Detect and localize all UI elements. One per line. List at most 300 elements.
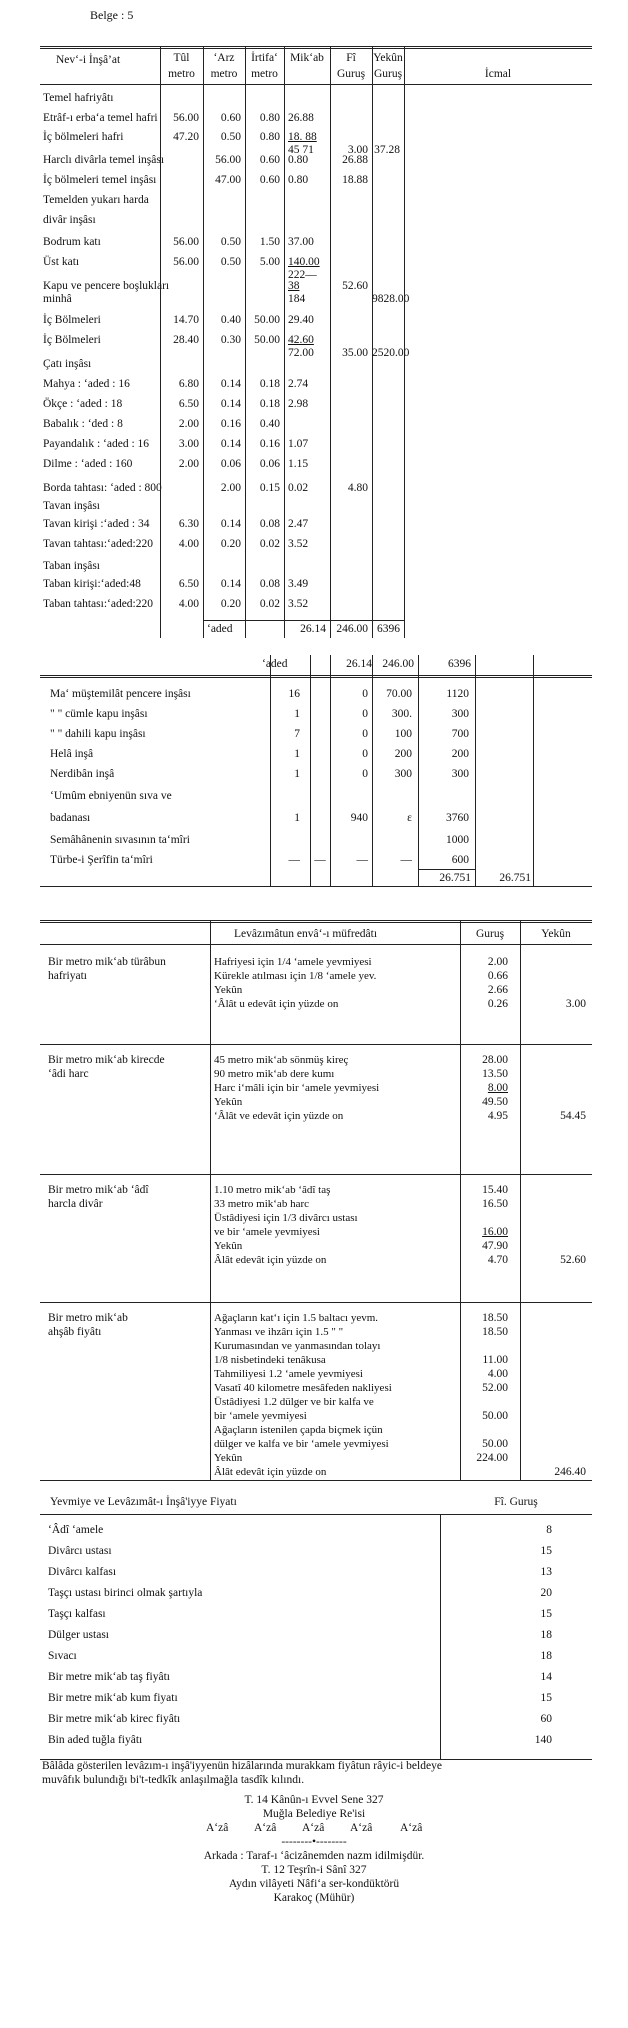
column-line [520,920,521,1480]
row-kind: Temelden yukarı harda [43,194,149,206]
mayor-title: Muğla Belediye Re'isi [262,1808,366,1820]
second-date: T. 12 Teşrîn-i Sânî 327 [261,1864,367,1876]
row-unit-price: 26.88 [342,154,368,166]
line-piaster: 224.00 [476,1452,508,1464]
row-kind: Mahya : ‘aded : 16 [43,378,130,390]
row-kind: Payandalık : ‘aded : 16 [43,438,150,450]
row-count: — [288,854,300,866]
header-unit-price-unit: Guruş [336,68,366,80]
price-value: 13 [540,1566,552,1578]
column-line [284,46,285,638]
price-item: Bin aded tuğla fiyâtı [48,1734,143,1746]
block-separator [40,1174,592,1175]
row-count: 7 [294,728,300,740]
row-description: Helâ inşâ [50,748,94,760]
row-height: 0.60 [259,154,280,166]
line-piaster: 2.00 [487,956,508,968]
row-total: 200 [451,748,469,760]
row-kind: Tavan inşâsı [43,500,101,512]
row-width: 56.00 [215,154,241,166]
price-item: Bir metre mik‘ab kum fiyatı [48,1692,178,1704]
line-description: Yekûn [214,1096,243,1108]
row-height: 0.08 [259,578,280,590]
footer-total: 6396 [377,623,400,635]
row-total: 300 [451,708,469,720]
line-description: Üstâdiyesi için 1/3 divârcı ustası [214,1212,358,1224]
price-item: Dülger ustası [48,1629,110,1641]
row-width: 0.14 [220,518,241,530]
row-width: 0.50 [220,131,241,143]
approval-text-cont: muvâfık bulundığı bi't-tedkîk anlaşılmağla tasdîk kılındı. [42,1774,305,1786]
line-description: Kürekle atılması için 1/8 ‘amele yev. [214,970,377,982]
price-item: Taşçı kalfası [48,1608,106,1620]
row-kind: Ökçe : ‘aded : 18 [43,398,123,410]
row-volume: 38 [288,280,300,292]
row-height: 0.40 [259,418,280,430]
line-piaster: 50.00 [482,1410,508,1422]
column-line [330,46,331,638]
header-summary: İcmal [484,68,512,80]
row-volume-sub: 45 71 [288,144,314,156]
line-piaster: 47.90 [482,1240,508,1252]
line-description: Hafriyesi için 1/4 ‘amele yevmiyesi [214,956,372,968]
line-piaster: 49.50 [482,1096,508,1108]
row-width: 0.14 [220,578,241,590]
row-kind: Kapu ve pencere boşlukları [43,280,170,292]
row-unit-price: 3.00 [347,144,368,156]
line-piaster: 0.66 [487,970,508,982]
row-width: 2.00 [220,482,241,494]
line-piaster: 50.00 [482,1438,508,1450]
header-piaster: Fî. Guruş [494,1496,538,1508]
line-description: Ağaçların istenilen çapda biçmek içün [214,1424,383,1436]
column-line [330,655,331,886]
line-piaster: 16.00 [482,1226,508,1238]
row-volume-sub: 184 [288,293,306,305]
row-width: 0.60 [220,112,241,124]
row-height: 0.02 [259,538,280,550]
row-kind-cont: minhâ [43,293,72,305]
line-piaster: 2.66 [487,984,508,996]
row-height: 0.06 [259,458,280,470]
column-line [475,655,476,886]
row-volume: 0.80 [288,174,309,186]
line-description: Yekûn [214,984,243,996]
table-bottom-rule [40,1480,592,1481]
row-length: 6.80 [178,378,199,390]
row-unit-price: 52.60 [342,280,368,292]
row-kind: Tavan tahtası:‘aded:220 [43,538,154,550]
price-value: 140 [534,1734,552,1746]
row-count: 1 [294,708,300,720]
row-kind: Taban kirişi:‘aded:48 [43,578,141,590]
line-piaster: 28.00 [482,1054,508,1066]
price-item: Divârcı kalfası [48,1566,117,1578]
row-description: " " cümle kapu inşâsı [50,708,148,720]
line-description: Vasatî 40 kilometre mesâfeden nakliyesi [214,1382,392,1394]
row-width: 0.30 [220,334,241,346]
row-volume: 140.00 [288,256,320,268]
line-piaster: 4.00 [487,1368,508,1380]
row-volume: 0 [362,728,368,740]
line-description: 1/8 nisbetindeki tenâkusa [214,1354,326,1366]
row-total: 37.28 [374,144,400,156]
header-bottom-rule [40,675,592,676]
row-height: 0.18 [259,398,280,410]
line-description: bir ‘amele yevmiyesi [214,1410,307,1422]
member-signature: A‘zâ [302,1822,325,1834]
row-height: 0.80 [259,131,280,143]
price-value: 15 [540,1608,552,1620]
row-height: 50.00 [254,334,280,346]
header-total: 6396 [448,658,471,670]
header-bottom-rule [40,1514,592,1515]
table-top-rule [40,48,592,49]
header-kind: Nev‘-i İnşâ’at [56,54,121,66]
block-title: ahşâb fiyâtı [48,1326,102,1338]
row-volume: 29.40 [288,314,314,326]
header-price: 246.00 [382,658,414,670]
header-volume: Mik‘ab [290,52,324,64]
footer-volume: 26.14 [300,623,326,635]
line-description: 33 metro mik‘ab harc [214,1198,309,1210]
row-width: 0.14 [220,378,241,390]
member-signature: A‘zâ [350,1822,373,1834]
separator: --------•-------- [281,1836,347,1848]
line-description: Yekûn [214,1452,243,1464]
row-length: 56.00 [173,112,199,124]
row-description: Ma‘ müştemilât pencere inşâsı [50,688,191,700]
block-separator [40,1302,592,1303]
row-length: 6.30 [178,518,199,530]
line-description: Âlât edevât için yüzde on [214,1254,327,1266]
block-title: Bir metro mik‘ab türâbun [48,956,166,968]
price-item: Bir metre mik‘ab kirec fiyâtı [48,1713,181,1725]
column-line [440,1514,441,1759]
row-total: 300 [451,768,469,780]
row-total: 1120 [446,688,469,700]
line-piaster: 15.40 [482,1184,508,1196]
row-length: 4.00 [178,598,199,610]
conductor-title: Aydın vilâyeti Nâfi‘a ser-kondüktörü [228,1878,400,1890]
row-height: 0.08 [259,518,280,530]
row-volume: 0 [362,768,368,780]
price-value: 20 [540,1587,552,1599]
member-signature: A‘zâ [254,1822,277,1834]
row-length: 2.00 [178,458,199,470]
row-volume: 0 [362,708,368,720]
price-value: 8 [546,1524,552,1536]
price-value: 15 [540,1545,552,1557]
signature-seal: Karakoç (Mühür) [273,1892,355,1904]
header-height: İrtifa‘ [251,52,278,64]
column-line [418,655,419,886]
row-unit-price: 35.00 [342,347,368,359]
header-description: Levâzımâtun envâ‘-ı müfredâtı [234,928,378,940]
row-unit-price: 4.80 [347,482,368,494]
row-kind: Harclı divârla temel inşâsı [43,154,165,166]
row-width: 0.20 [220,598,241,610]
row-width: 0.50 [220,256,241,268]
line-description: Tahmiliyesi 1.2 ‘amele yevmiyesi [214,1368,363,1380]
row-unit-price: — [400,854,412,866]
row-height: 5.00 [259,256,280,268]
row-volume: 0.80 [288,154,309,166]
block-title: harcla divâr [48,1198,103,1210]
row-volume: 3.52 [288,538,309,550]
header-volume: 26.14 [346,658,372,670]
row-volume-sub: 72.00 [288,347,314,359]
row-volume: 18. 88 [288,131,317,143]
grand-summary: 26.751 [499,872,531,884]
column-line [270,655,271,886]
row-length: 4.00 [178,538,199,550]
line-total: 246.40 [554,1466,586,1478]
footer-price: 246.00 [336,623,368,635]
line-piaster: 11.00 [482,1354,508,1366]
row-volume: 3.49 [288,578,309,590]
row-volume: 37.00 [288,236,314,248]
header-total-unit: Guruş [373,68,403,80]
row-unit-price: 18.88 [342,174,368,186]
row-height: 1.50 [259,236,280,248]
row-kind: İç bölmeleri temel inşâsı [43,174,157,186]
row-length: 56.00 [173,236,199,248]
row-kind: Taban inşâsı [43,560,101,572]
price-value: 15 [540,1692,552,1704]
column-line [372,655,373,886]
row-width: 0.40 [220,314,241,326]
line-description: Harc i‘mâli için bir ‘amele yevmiyesi [214,1082,380,1094]
row-unit-price: 200 [394,748,412,760]
header-bottom-rule [40,84,592,85]
row-description: badanası [50,812,91,824]
header-piaster: Guruş [475,928,505,940]
column-line [203,46,204,638]
row-kind: Dilme : ‘aded : 160 [43,458,133,470]
footer-count-label: ‘aded [207,623,233,635]
row-volume: 42.60 [288,334,314,346]
subtotal-rule [418,869,475,870]
row-volume: 2.98 [288,398,309,410]
row-kind: Borda tahtası: ‘aded : 800 [43,482,162,494]
row-kind: Bodrum katı [43,236,101,248]
price-value: 14 [540,1671,552,1683]
price-item: Taşçı ustası birinci olmak şartıyla [48,1587,203,1599]
row-height: 0.02 [259,598,280,610]
line-piaster: 16.50 [482,1198,508,1210]
header-total: Yekûn [373,52,403,64]
row-kind: Taban tahtası:‘aded:220 [43,598,154,610]
line-piaster: 18.50 [482,1312,508,1324]
row-volume-sub: 222— [288,269,317,281]
row-count: 16 [288,688,300,700]
row-width: 0.50 [220,236,241,248]
row-count: 1 [294,768,300,780]
line-piaster: 4.95 [487,1110,508,1122]
table-top-rule [40,922,592,923]
line-piaster: 8.00 [487,1082,508,1094]
price-value: 18 [540,1650,552,1662]
row-kind: İç bölmeleri hafri [43,131,124,143]
approval-date: T. 14 Kânûn-ı Evvel Sene 327 [244,1794,384,1806]
member-signature: A‘zâ [400,1822,423,1834]
reverse-note: Arkada : Taraf-ı ‘âcizânemden nazm idilmişdür. [203,1850,425,1862]
line-piaster: 18.50 [482,1326,508,1338]
row-kind: İç Bölmeleri [43,334,101,346]
approval-text: Bâlâda gösterilen levâzım-ı inşâ'iyyenün hizâlarında murakkam fiyâtun râyic-i beldeye [42,1760,442,1772]
row-total: 3760 [446,812,469,824]
row-kind: İç Bölmeleri [43,314,101,326]
member-signature: A‘zâ [206,1822,229,1834]
row-volume: — [356,854,368,866]
row-total: 9828.00 [372,293,410,305]
row-total: 600 [451,854,469,866]
line-piaster: 4.70 [487,1254,508,1266]
row-description: Semâhânenin sıvasının ta‘mîri [50,834,190,846]
column-line [533,655,534,886]
row-height: 0.60 [259,174,280,186]
line-description: Âlât edevât için yüzde on [214,1466,327,1478]
row-kind: Üst katı [43,256,80,268]
header-bottom-rule [40,944,592,945]
row-kind: Tavan kirişi :‘aded : 34 [43,518,150,530]
column-line [460,920,461,1480]
price-item: ‘Âdî ‘amele [48,1524,104,1536]
row-volume: 0 [362,688,368,700]
price-item: Sıvacı [48,1650,77,1662]
row-length: 56.00 [173,256,199,268]
block-separator [40,1044,592,1045]
row-length: 28.40 [173,334,199,346]
row-length: 47.20 [173,131,199,143]
line-description: dülger ve kalfa ve bir ‘amele yevmiyesi [214,1438,389,1450]
row-height: 0.15 [259,482,280,494]
header-count-label: ‘aded [262,658,288,670]
block-title: hafriyatı [48,970,87,982]
row-length: 2.00 [178,418,199,430]
row-kind: Babalık : ‘ded : 8 [43,418,123,430]
row-width: 0.14 [220,398,241,410]
line-piaster: 0.26 [487,998,508,1010]
line-description: 45 metro mik‘ab sönmüş kireç [214,1054,349,1066]
row-description: Türbe-i Şerîfin ta‘mîri [50,854,153,866]
header-width: ‘Arz [213,52,235,64]
row-width: 0.16 [220,418,241,430]
row-kind: Temel hafriyâtı [43,92,114,104]
header-total: Yekûn [541,928,571,940]
row-unit-price: 300 [394,768,412,780]
block-title: ‘âdi harc [48,1068,89,1080]
row-volume: 1.07 [288,438,309,450]
block-title: Bir metro mik‘ab [48,1312,128,1324]
line-total: 3.00 [565,998,586,1010]
row-height: 0.16 [259,438,280,450]
table-top-rule [40,46,592,47]
line-description: Yekûn [214,1240,243,1252]
line-total: 52.60 [560,1254,586,1266]
row-height: 0.80 [259,112,280,124]
block-title: Bir metro mik‘ab kirecde [48,1054,165,1066]
row-dash: — [314,854,326,866]
row-count: 1 [294,812,300,824]
header-description: Yevmiye ve Levâzımât-ı İnşâ'iyye Fiyatı [50,1496,237,1508]
row-length: 14.70 [173,314,199,326]
line-description: 90 metro mik‘ab dere kumı [214,1068,335,1080]
line-piaster: 13.50 [482,1068,508,1080]
row-total: 1000 [446,834,469,846]
row-kind: Çatı inşâsı [43,358,92,370]
column-line [404,46,405,638]
row-description: " " dahili kapu inşâsı [50,728,146,740]
price-value: 18 [540,1629,552,1641]
row-kind: Etrâf-ı erba‘a temel hafri [43,112,158,124]
header-unit-price: Fî [346,52,356,64]
line-description: Yanması ve ihzârı için 1.5 " " [214,1326,344,1338]
row-volume: 0 [362,748,368,760]
row-volume: 2.47 [288,518,309,530]
block-title: Bir metro mik‘ab ‘âdî [48,1184,149,1196]
row-width: 0.20 [220,538,241,550]
line-description: ‘Âlât u edevât için yüzde on [214,998,339,1010]
line-piaster: 52.00 [482,1382,508,1394]
line-description: Kurumasından ve yanmasından tolayı [214,1340,381,1352]
column-line [160,46,161,638]
footer-top-rule [203,620,404,621]
row-width: 0.06 [220,458,241,470]
row-height: 50.00 [254,314,280,326]
row-description: Nerdibân inşâ [50,768,115,780]
column-line [245,46,246,638]
column-line [310,655,311,886]
line-description: ‘Âlât ve edevât için yüzde on [214,1110,344,1122]
row-volume: 2.74 [288,378,309,390]
header-length: Tûl [173,52,190,64]
price-value: 60 [540,1713,552,1725]
header-width-unit: metro [210,68,238,80]
row-length: 3.00 [178,438,199,450]
header-length-unit: metro [168,68,195,80]
grand-total: 26.751 [439,872,471,884]
line-description: ve bir ‘amele yevmiyesi [214,1226,320,1238]
row-unit-price: 300. [391,708,412,720]
line-total: 54.45 [560,1110,586,1122]
row-width: 47.00 [215,174,241,186]
row-width: 0.14 [220,438,241,450]
row-volume: 0.02 [288,482,309,494]
row-height: 0.18 [259,378,280,390]
header-bottom-rule [40,677,592,678]
row-volume: 940 [350,812,368,824]
table-top-rule [40,920,592,921]
row-volume: 26.88 [288,112,314,124]
row-unit-price: 70.00 [386,688,412,700]
line-description: Ağaçların kat‘ı için 1.5 baltacı yevm. [214,1312,379,1324]
row-count: 1 [294,748,300,760]
row-description: ‘Umûm ebniyenün sıva ve [50,790,172,802]
row-volume: 1.15 [288,458,309,470]
row-volume: 3.52 [288,598,309,610]
row-unit-price: 100 [394,728,412,740]
row-length: 6.50 [178,398,199,410]
row-total: 2520.00 [372,347,410,359]
table-bottom-rule [40,886,592,887]
header-height-unit: metro [251,68,278,80]
column-line [210,920,211,1480]
price-item: Divârcı ustası [48,1545,112,1557]
row-kind: divâr inşâsı [43,214,96,226]
row-total: 700 [451,728,469,740]
